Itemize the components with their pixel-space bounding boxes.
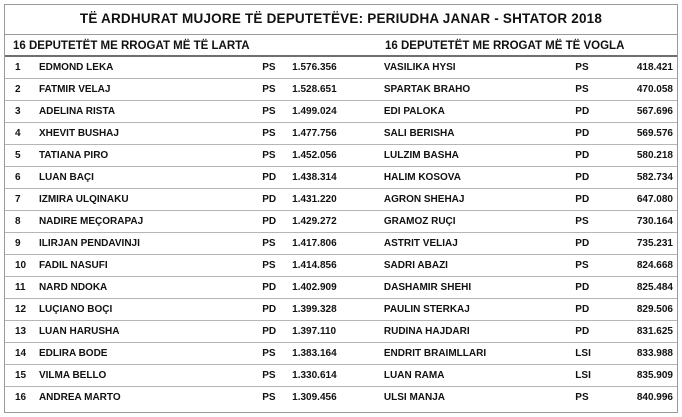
lowest-deputy-name: LULZIM BASHA [383,150,459,161]
highest-deputy-name: TATIANA PIRO [38,150,109,161]
lowest-deputy-name: ENDRIT BRAIMLLARI [383,348,487,359]
table-row [5,167,677,189]
highest-salaries-header: 16 DEPUTETËT ME RROGAT MË TË LARTA [13,40,250,52]
lowest-deputy-name: AGRON SHEHAJ [383,194,465,205]
highest-deputy-income: 1.477.756 [292,128,337,139]
lowest-deputy-name: SADRI ABAZI [383,260,448,271]
rank-number: 11 [15,282,26,293]
table-title: TË ARDHURAT MUJORE TË DEPUTETËVE: PERIUDHA JANAR - SHTATOR 2018 [5,5,677,35]
highest-deputy-income: 1.576.356 [292,62,337,73]
highest-deputy-name: FATMIR VELAJ [38,84,111,95]
rank-number: 2 [15,84,21,95]
highest-deputy-income: 1.330.614 [292,370,337,381]
table-row [5,211,677,233]
table-row [5,101,677,123]
highest-deputy-income: 1.438.314 [292,172,337,183]
table-row [5,189,677,211]
lowest-deputy-income: 829.506 [636,304,673,315]
lowest-deputy-party: PS [575,260,589,271]
highest-deputy-income: 1.499.024 [292,106,337,117]
highest-deputy-party: PS [262,348,276,359]
rank-number: 10 [15,260,27,271]
highest-deputy-income: 1.402.909 [292,282,337,293]
highest-deputy-name: EDMOND LEKA [38,62,114,73]
highest-deputy-party: PD [262,194,277,205]
highest-deputy-name: VILMA BELLO [38,370,107,381]
highest-deputy-party: PS [262,260,276,271]
highest-deputy-name: ILIRJAN PENDAVINJI [38,238,140,249]
lowest-salaries-header: 16 DEPUTETËT ME RROGAT MË TË VOGLA [385,40,625,52]
lowest-deputy-party: PD [575,150,590,161]
lowest-deputy-income: 730.164 [636,216,673,227]
highest-deputy-name: LUAN BAÇI [38,172,94,183]
table-body [5,57,677,409]
highest-deputy-party: PD [262,304,277,315]
highest-deputy-party: PS [262,370,276,381]
lowest-deputy-party: PS [575,392,589,403]
lowest-deputy-name: HALIM KOSOVA [383,172,461,183]
rank-number: 3 [15,106,21,117]
rank-number: 9 [15,238,21,249]
lowest-deputy-name: VASILIKA HYSI [383,62,456,73]
highest-deputy-party: PS [262,150,276,161]
table-row [5,343,677,365]
salary-table [4,4,678,413]
lowest-deputy-income: 567.696 [636,106,673,117]
column-headers [5,35,677,57]
table-row [5,299,677,321]
lowest-deputy-name: LUAN RAMA [383,370,445,381]
table-row [5,277,677,299]
lowest-deputy-income: 735.231 [636,238,673,249]
rank-number: 8 [15,216,21,227]
table-row [5,233,677,255]
lowest-deputy-income: 569.576 [636,128,673,139]
highest-deputy-name: ANDREA MARTO [38,392,121,403]
rank-number: 5 [15,150,21,161]
lowest-deputy-party: PS [575,216,589,227]
highest-deputy-party: PS [262,392,276,403]
highest-deputy-party: PS [262,238,276,249]
highest-deputy-income: 1.452.056 [292,150,337,161]
rank-number: 12 [15,304,27,315]
highest-deputy-party: PD [262,282,277,293]
rank-number: 1 [15,62,21,73]
highest-deputy-income: 1.429.272 [292,216,337,227]
lowest-deputy-party: LSI [575,348,591,359]
lowest-deputy-income: 824.668 [636,260,673,271]
highest-deputy-name: XHEVIT BUSHAJ [38,128,119,139]
highest-deputy-name: LUÇIANO BOÇI [38,304,113,315]
lowest-deputy-name: GRAMOZ RUÇI [383,216,456,227]
lowest-deputy-party: PD [575,304,590,315]
lowest-deputy-income: 835.909 [636,370,673,381]
lowest-deputy-name: PAULIN STERKAJ [383,304,470,315]
highest-deputy-party: PS [262,128,276,139]
lowest-deputy-name: ASTRIT VELIAJ [383,238,458,249]
table-row [5,321,677,343]
highest-deputy-party: PS [262,84,276,95]
lowest-deputy-party: PD [575,238,590,249]
highest-deputy-income: 1.309.456 [292,392,337,403]
lowest-deputy-income: 833.988 [636,348,673,359]
highest-deputy-income: 1.417.806 [292,238,337,249]
rank-number: 15 [15,370,27,381]
highest-deputy-party: PD [262,216,277,227]
lowest-deputy-income: 647.080 [636,194,673,205]
highest-deputy-party: PS [262,106,276,117]
lowest-deputy-party: PD [575,194,590,205]
rank-number: 13 [15,326,27,337]
lowest-deputy-name: ULSI MANJA [383,392,446,403]
lowest-deputy-party: PS [575,62,589,73]
highest-deputy-income: 1.397.110 [292,326,337,337]
rank-number: 16 [15,392,27,403]
highest-deputy-name: EDLIRA BODE [38,348,108,359]
highest-deputy-income: 1.414.856 [292,260,337,271]
table-row [5,79,677,101]
lowest-deputy-name: SALI BERISHA [383,128,455,139]
highest-deputy-name: IZMIRA ULQINAKU [38,194,129,205]
table-row [5,365,677,387]
lowest-deputy-income: 582.734 [636,172,673,183]
lowest-deputy-name: SPARTAK BRAHO [383,84,471,95]
lowest-deputy-income: 470.058 [636,84,673,95]
lowest-deputy-name: RUDINA HAJDARI [383,326,470,337]
highest-deputy-name: NADIRE MEÇORAPAJ [38,216,144,227]
highest-deputy-party: PD [262,172,277,183]
highest-deputy-income: 1.528.651 [292,84,337,95]
lowest-deputy-income: 825.484 [636,282,673,293]
rank-number: 7 [15,194,21,205]
table-row [5,387,677,409]
lowest-deputy-income: 840.996 [636,392,673,403]
table-row [5,57,677,79]
lowest-deputy-income: 418.421 [636,62,673,73]
highest-deputy-name: LUAN HARUSHA [38,326,120,337]
lowest-deputy-party: PD [575,106,590,117]
highest-deputy-party: PS [262,62,276,73]
rank-number: 14 [15,348,27,359]
highest-deputy-income: 1.431.220 [292,194,337,205]
rank-number: 4 [15,128,21,139]
lowest-deputy-name: EDI PALOKA [383,106,445,117]
lowest-deputy-income: 580.218 [636,150,673,161]
lowest-deputy-party: PD [575,326,590,337]
table-row [5,145,677,167]
lowest-deputy-party: PD [575,282,590,293]
rank-number: 6 [15,172,21,183]
table-row [5,255,677,277]
lowest-deputy-name: DASHAMIR SHEHI [383,282,472,293]
lowest-deputy-party: PS [575,84,589,95]
highest-deputy-income: 1.383.164 [292,348,337,359]
highest-deputy-income: 1.399.328 [292,304,337,315]
lowest-deputy-party: PD [575,128,590,139]
highest-deputy-name: NARD NDOKA [38,282,108,293]
lowest-deputy-party: PD [575,172,590,183]
lowest-deputy-party: LSI [575,370,591,381]
highest-deputy-party: PD [262,326,277,337]
lowest-deputy-income: 831.625 [636,326,673,337]
highest-deputy-name: FADIL NASUFI [38,260,108,271]
table-row [5,123,677,145]
highest-deputy-name: ADELINA RISTA [38,106,116,117]
